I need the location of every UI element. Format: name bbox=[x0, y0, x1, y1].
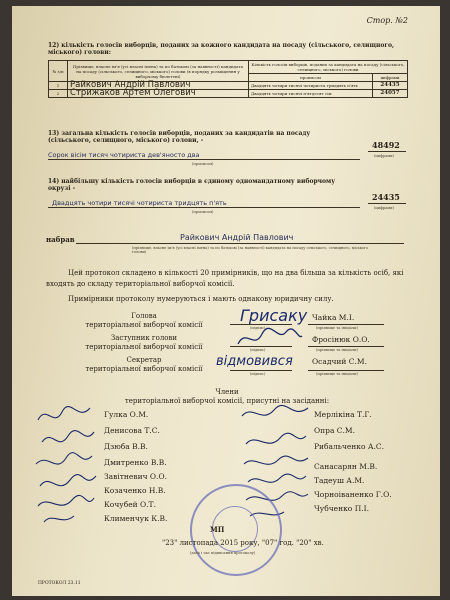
row-no: 1 bbox=[49, 82, 68, 90]
commission-stamp bbox=[190, 484, 282, 576]
name-caption: (прізвище та ініціали) bbox=[316, 372, 358, 376]
member-right-3: Рибальченко А.С. bbox=[314, 442, 385, 451]
winner-caption: (прізвище, власне ім'я (усі власні імена) та по батькові (за наявності) кандидата на посаду сільського, селищного, міського голови) bbox=[132, 246, 369, 254]
table-row bbox=[49, 90, 408, 98]
copies-text: Примірники протоколу нумеруються і мають однакову юридичну силу. bbox=[68, 295, 334, 303]
member-left-4: Дмитренко В.В. bbox=[104, 458, 167, 467]
sig-caption: (підпис) bbox=[250, 372, 266, 376]
item14-words: Двадцять чотири тисячі чотириста тридцять п'ять bbox=[52, 199, 227, 207]
members-title: Члени територіальної виборчої комісії, присутні на засіданні: bbox=[124, 388, 330, 405]
chair-signature: Грисаку bbox=[240, 306, 308, 325]
member-right-1: Мерлікіна Т.Г. bbox=[314, 410, 372, 419]
official-deputy-role: Заступник голови територіальної виборчої комісії bbox=[85, 334, 203, 351]
item13-title: 13) загальна кількість голосів виборців, поданих за кандидатів на посаду (сільського, селищного, міського) голови, - bbox=[48, 130, 311, 144]
member-right-5: Тадеуш А.М. bbox=[314, 476, 365, 485]
row-words: Двадцять чотири тисячі п'ятдесят сім bbox=[249, 90, 373, 98]
member-right-4: Санасарян М.В. bbox=[314, 462, 378, 471]
members-signatures-left bbox=[32, 402, 102, 528]
candidates-table bbox=[48, 60, 408, 98]
winner-label: набрав bbox=[46, 235, 75, 244]
name-caption: (прізвище та ініціали) bbox=[316, 326, 358, 330]
member-left-8: Клименчук К.В. bbox=[104, 514, 168, 523]
header-no: № з/п bbox=[49, 61, 68, 82]
signing-datetime: "23" листопада 2015 року, "07" год. "20" хв. bbox=[162, 539, 324, 547]
row-digits: 24435 bbox=[373, 82, 408, 90]
member-left-2: Денисова Т.С. bbox=[104, 426, 160, 435]
page-number: Стор. №2 bbox=[366, 16, 408, 25]
header-votes: Кількість голосів виборців, поданих за кандидата на посаду (сільського, селищного, міського) голови bbox=[249, 61, 408, 74]
item13-words-caption: (прописом) bbox=[192, 162, 214, 166]
official-chair-role: Голова територіальної виборчої комісії bbox=[85, 312, 203, 329]
row-digits: 24057 bbox=[373, 90, 408, 98]
item14-digits: 24435 bbox=[372, 192, 400, 202]
signing-datetime-caption: (дата і час підписання протоколу) bbox=[190, 551, 256, 555]
member-right-7: Чубченко П.І. bbox=[314, 504, 369, 513]
row-no: 2 bbox=[49, 90, 68, 98]
secretary-refusal: відмовився bbox=[216, 354, 293, 369]
row-words: Двадцять чотири тисячі чотириста тридцять п'ять bbox=[249, 82, 373, 90]
deputy-name: Фросінюк О.О. bbox=[312, 335, 370, 344]
item12-title: 12) кількість голосів виборців, поданих за кожного кандидата на посаду (сільського, селищного, міського) голови: bbox=[48, 42, 395, 56]
item14-title: 14) найбільшу кількість голосів виборців в єдиному одномандатному виборчому окрузі - bbox=[48, 178, 336, 192]
member-right-2: Опра С.М. bbox=[314, 426, 355, 435]
member-left-1: Гулка О.М. bbox=[104, 410, 149, 419]
member-right-6: Чорноіваненко Г.О. bbox=[314, 490, 392, 499]
chair-name: Чайка М.І. bbox=[312, 313, 355, 322]
member-left-3: Дзюба В.В. bbox=[104, 442, 148, 451]
member-left-7: Кочубей О.Т. bbox=[104, 500, 156, 509]
header-digits: цифрами bbox=[373, 74, 408, 82]
header-words: прописом bbox=[249, 74, 373, 82]
item13-digits-caption: (цифрами) bbox=[374, 154, 394, 158]
item14-digits-caption: (цифрами) bbox=[374, 206, 394, 210]
protocol-text: Цей протокол складено в кількості 20 примірників, що на два більша за кількість осіб, які входять до складу територіальної виборчої комісії. bbox=[46, 269, 404, 288]
mp-label: МП bbox=[210, 525, 225, 534]
item13-words: Сорок вісім тисяч чотириста дев'яносто два bbox=[48, 151, 200, 159]
sig-caption: (підпис) bbox=[250, 326, 266, 330]
member-left-5: Завітневич О.О. bbox=[104, 472, 167, 481]
sig-caption: (підпис) bbox=[250, 348, 266, 352]
item14-words-caption: (прописом) bbox=[192, 210, 214, 214]
row-name: Райкович Андрій Павлович bbox=[68, 82, 249, 90]
deputy-signature bbox=[234, 324, 304, 352]
footer-code: ПРОТОКОЛ 23.11 bbox=[38, 581, 81, 586]
official-secretary-role: Секретар територіальної виборчої комісії bbox=[85, 356, 203, 373]
winner-name: Райкович Андрій Павлович bbox=[180, 233, 294, 242]
row-name: Стрижаков Артем Олегович bbox=[68, 90, 249, 98]
header-name: Прізвище, власне ім'я (усі власні імена) та по батькові (за наявності) кандидата на посаду (сільського, селищного, міського) голови (в порядку розміщення у виборчому бюлетені) bbox=[68, 61, 249, 82]
protocol-page bbox=[12, 6, 440, 596]
name-caption: (прізвище та ініціали) bbox=[316, 348, 358, 352]
member-left-6: Козаченко Н.В. bbox=[104, 486, 166, 495]
item13-digits: 48492 bbox=[372, 140, 400, 150]
secretary-name: Осадчий С.М. bbox=[312, 357, 367, 366]
